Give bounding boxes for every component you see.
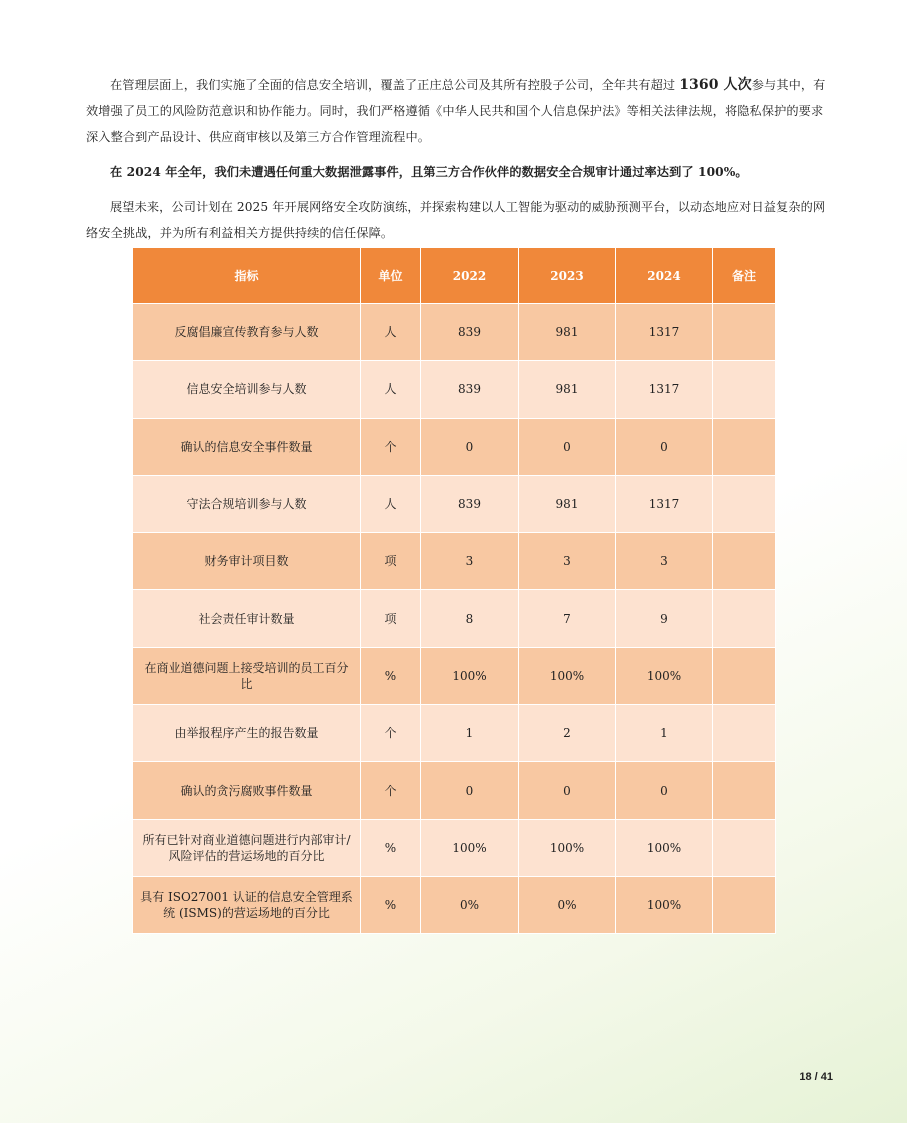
intro-p1-text-b: 参与其中，有效增强了员工的风险防范意识和协作能力。同时，我们严格遵循《中华人民共和国个人信息保护法》等相关法律法规，将隐私保护的要求深入整合到产品设计、供应商审核以及第三方合作管理流程中。 [86,78,826,144]
intro-paragraph-3: 展望未来，公司计划在 2025 年开展网络安全攻防演练，并探索构建以人工智能为驱动的威胁预测平台，以动态地应对日益复杂的网络安全挑战，并为所有利益相关方提供持续的信任保障。 [86,200,826,240]
value-2023-cell: 3 [519,533,616,590]
remarks-cell [713,533,776,590]
remarks-cell [713,361,776,418]
unit-cell: 个 [361,418,421,475]
indicator-cell: 确认的贪污腐败事件数量 [133,762,361,819]
value-2024-cell: 3 [616,533,713,590]
value-2023-cell: 2 [519,705,616,762]
indicator-cell: 财务审计项目数 [133,533,361,590]
value-2024-cell: 100% [616,647,713,704]
table-row [133,418,776,475]
indicator-cell: 守法合规培训参与人数 [133,475,361,532]
value-2022-cell: 839 [421,475,519,532]
intro-paragraph-2: 在 2024 年全年，我们未遭遇任何重大数据泄露事件，且第三方合作伙伴的数据安全合规审计通过率达到了 100%。 [110,165,748,179]
indicator-cell: 社会责任审计数量 [133,590,361,647]
indicator-cell: 信息安全培训参与人数 [133,361,361,418]
value-2024-cell: 0 [616,418,713,475]
unit-cell: 项 [361,590,421,647]
table-row [133,762,776,819]
value-2024-cell: 100% [616,819,713,876]
indicator-cell: 由举报程序产生的报告数量 [133,705,361,762]
indicator-table [132,247,776,934]
table-row [133,533,776,590]
value-2022-cell: 100% [421,819,519,876]
header-2024: 2024 [616,248,713,304]
header-unit: 单位 [361,248,421,304]
value-2023-cell: 981 [519,361,616,418]
unit-cell: 项 [361,533,421,590]
indicator-cell: 反腐倡廉宣传教育参与人数 [133,304,361,361]
value-2022-cell: 839 [421,361,519,418]
intro-p1-highlight: 1360 人次 [679,77,752,93]
unit-cell: 人 [361,475,421,532]
value-2024-cell: 1317 [616,475,713,532]
table-row [133,647,776,704]
unit-cell: 人 [361,361,421,418]
intro-paragraph-1 [86,72,826,150]
value-2023-cell: 100% [519,819,616,876]
table-body [133,304,776,934]
header-remarks: 备注 [713,248,776,304]
table-row [133,590,776,647]
page-number: 18 / 41 [799,1071,833,1083]
table-row [133,475,776,532]
table-row [133,819,776,876]
intro-p1-text-a: 在管理层面上，我们实施了全面的信息安全培训，覆盖了正庄总公司及其所有控股子公司，全年共有超过 [110,78,680,92]
indicator-cell: 具有 ISO27001 认证的信息安全管理系统 (ISMS)的营运场地的百分比 [133,876,361,933]
remarks-cell [713,876,776,933]
value-2023-cell: 981 [519,304,616,361]
indicator-cell: 在商业道德问题上接受培训的员工百分比 [133,647,361,704]
table-row [133,361,776,418]
table-row [133,876,776,933]
unit-cell: 个 [361,762,421,819]
remarks-cell [713,647,776,704]
header-2023: 2023 [519,248,616,304]
value-2023-cell: 981 [519,475,616,532]
value-2023-cell: 0 [519,418,616,475]
value-2024-cell: 100% [616,876,713,933]
value-2023-cell: 7 [519,590,616,647]
value-2022-cell: 1 [421,705,519,762]
header-indicator: 指标 [133,248,361,304]
value-2023-cell: 0% [519,876,616,933]
value-2022-cell: 0% [421,876,519,933]
remarks-cell [713,762,776,819]
value-2024-cell: 1317 [616,304,713,361]
table-row [133,705,776,762]
remarks-cell [713,475,776,532]
remarks-cell [713,590,776,647]
value-2023-cell: 100% [519,647,616,704]
unit-cell: 个 [361,705,421,762]
value-2024-cell: 1317 [616,361,713,418]
remarks-cell [713,418,776,475]
value-2022-cell: 3 [421,533,519,590]
table-header-row [133,248,776,304]
header-2022: 2022 [421,248,519,304]
unit-cell: % [361,647,421,704]
indicator-cell: 确认的信息安全事件数量 [133,418,361,475]
remarks-cell [713,705,776,762]
value-2022-cell: 839 [421,304,519,361]
value-2024-cell: 9 [616,590,713,647]
value-2024-cell: 1 [616,705,713,762]
unit-cell: % [361,819,421,876]
value-2023-cell: 0 [519,762,616,819]
value-2022-cell: 8 [421,590,519,647]
value-2022-cell: 0 [421,418,519,475]
remarks-cell [713,819,776,876]
unit-cell: 人 [361,304,421,361]
value-2022-cell: 100% [421,647,519,704]
unit-cell: % [361,876,421,933]
table-row [133,304,776,361]
indicator-cell: 所有已针对商业道德问题进行内部审计/风险评估的营运场地的百分比 [133,819,361,876]
remarks-cell [713,304,776,361]
value-2022-cell: 0 [421,762,519,819]
value-2024-cell: 0 [616,762,713,819]
